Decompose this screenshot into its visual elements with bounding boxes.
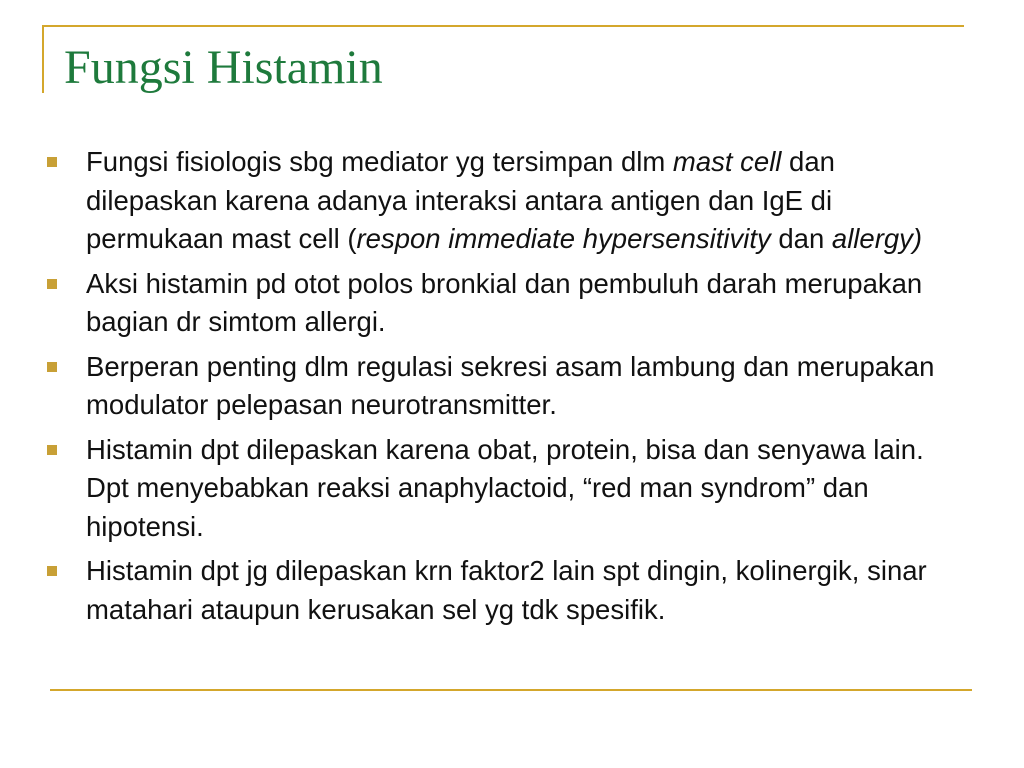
square-bullet-icon — [47, 362, 57, 372]
bullet-item — [0, 431, 1024, 547]
bullet-list — [0, 143, 1024, 635]
bullet-text: Histamin dpt jg dilepaskan krn faktor2 lain spt dingin, kolinergik, sinar matahari ataupun kerusakan sel yg tdk spesifik. — [86, 555, 927, 625]
bullet-text: Aksi histamin pd otot polos bronkial dan pembuluh darah merupakan bagian dr simtom allergi. — [86, 267, 923, 337]
bottom-accent-line — [50, 689, 972, 691]
bullet-text: Berperan penting dlm regulasi sekresi asam lambung dan merupakan modulator pelepasan neurotransmitter. — [86, 350, 935, 420]
square-bullet-icon — [47, 279, 57, 289]
top-accent-line — [42, 25, 964, 27]
bullet-item — [0, 143, 1024, 259]
italic-segment: allergy) — [831, 223, 923, 254]
italic-segment: respon immediate hypersensitivity — [356, 223, 771, 254]
bullet-item — [0, 552, 1024, 629]
text-segment: dan dilepaskan karena adanya interaksi antara antigen dan IgE di permukaan mast cell ( — [86, 146, 835, 254]
bullet-text — [86, 146, 922, 254]
text-segment: Fungsi fisiologis sbg mediator yg tersimpan dlm — [86, 146, 673, 177]
bullet-item — [0, 348, 1024, 425]
bullet-item — [0, 265, 1024, 342]
square-bullet-icon — [47, 566, 57, 576]
square-bullet-icon — [47, 157, 57, 167]
text-segment: dan — [770, 223, 832, 254]
bullet-text: Histamin dpt dilepaskan karena obat, protein, bisa dan senyawa lain. Dpt menyebabkan reaksi anaphylactoid, “red man syndrom” dan hipotensi. — [86, 433, 924, 542]
square-bullet-icon — [47, 445, 57, 455]
left-accent-line — [42, 25, 44, 93]
italic-segment: mast cell — [672, 146, 782, 177]
slide-title: Fungsi Histamin — [64, 41, 383, 94]
